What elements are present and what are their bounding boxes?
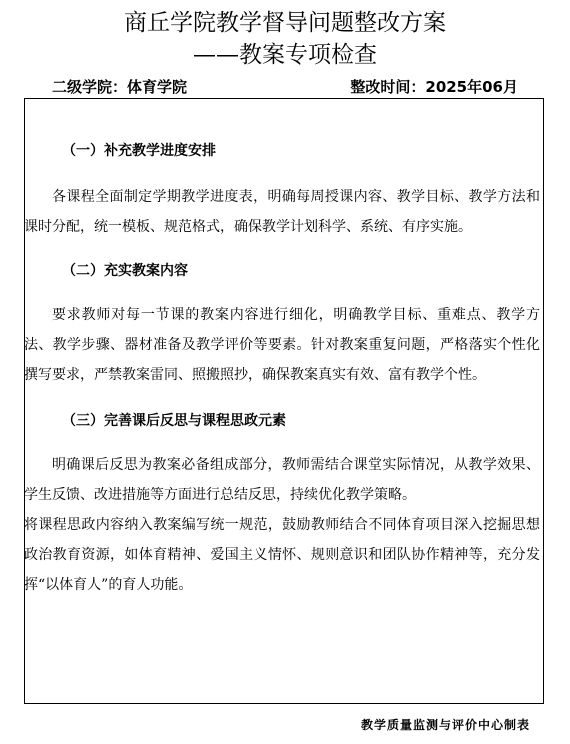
footer-credit: 教学质量监测与评价中心制表	[360, 718, 530, 732]
section-3-paragraph-1: 明确课后反思为教案必备组成部分，教师需结合课堂实际情况，从教学效果、学生反馈、改进措施等方面进行总结反思，持续优化教学策略。	[24, 457, 540, 503]
section-heading-1: （一）补充教学进度安排	[62, 143, 216, 159]
section-2-paragraph: 要求教师对每一节课的教案内容进行细化，明确教学目标、重难点、教学方法、教学步骤、器材准备及教学评价等要素。针对教案重复问题，严格落实个性化撰写要求，严禁教案雷同、照搬照抄，确保教案真实有效、富有教学个性。	[24, 307, 540, 383]
rectification-date: 整改时间：2025年06月	[350, 78, 518, 96]
section-heading-3: （三）完善课后反思与课程思政元素	[62, 413, 286, 429]
document-title: 商丘学院教学督导问题整改方案	[124, 10, 446, 36]
section-1-paragraph: 各课程全面制定学期教学进度表，明确每周授课内容、教学目标、教学方法和课时分配，统一模板、规范格式，确保教学计划科学、系统、有序实施。	[24, 189, 540, 235]
section-heading-2: （二）充实教案内容	[62, 263, 188, 279]
document-subtitle: ——教案专项检查	[193, 42, 377, 68]
content-body	[24, 98, 544, 600]
college-label: 二级学院：体育学院	[52, 78, 188, 96]
section-3-paragraph-2: 将课程思政内容纳入教案编写统一规范，鼓励教师结合不同体育项目深入挖掘思想政治教育资源，如体育精神、爱国主义情怀、规则意识和团队协作精神等，充分发挥“以体育人”的育人功能。	[24, 517, 540, 593]
